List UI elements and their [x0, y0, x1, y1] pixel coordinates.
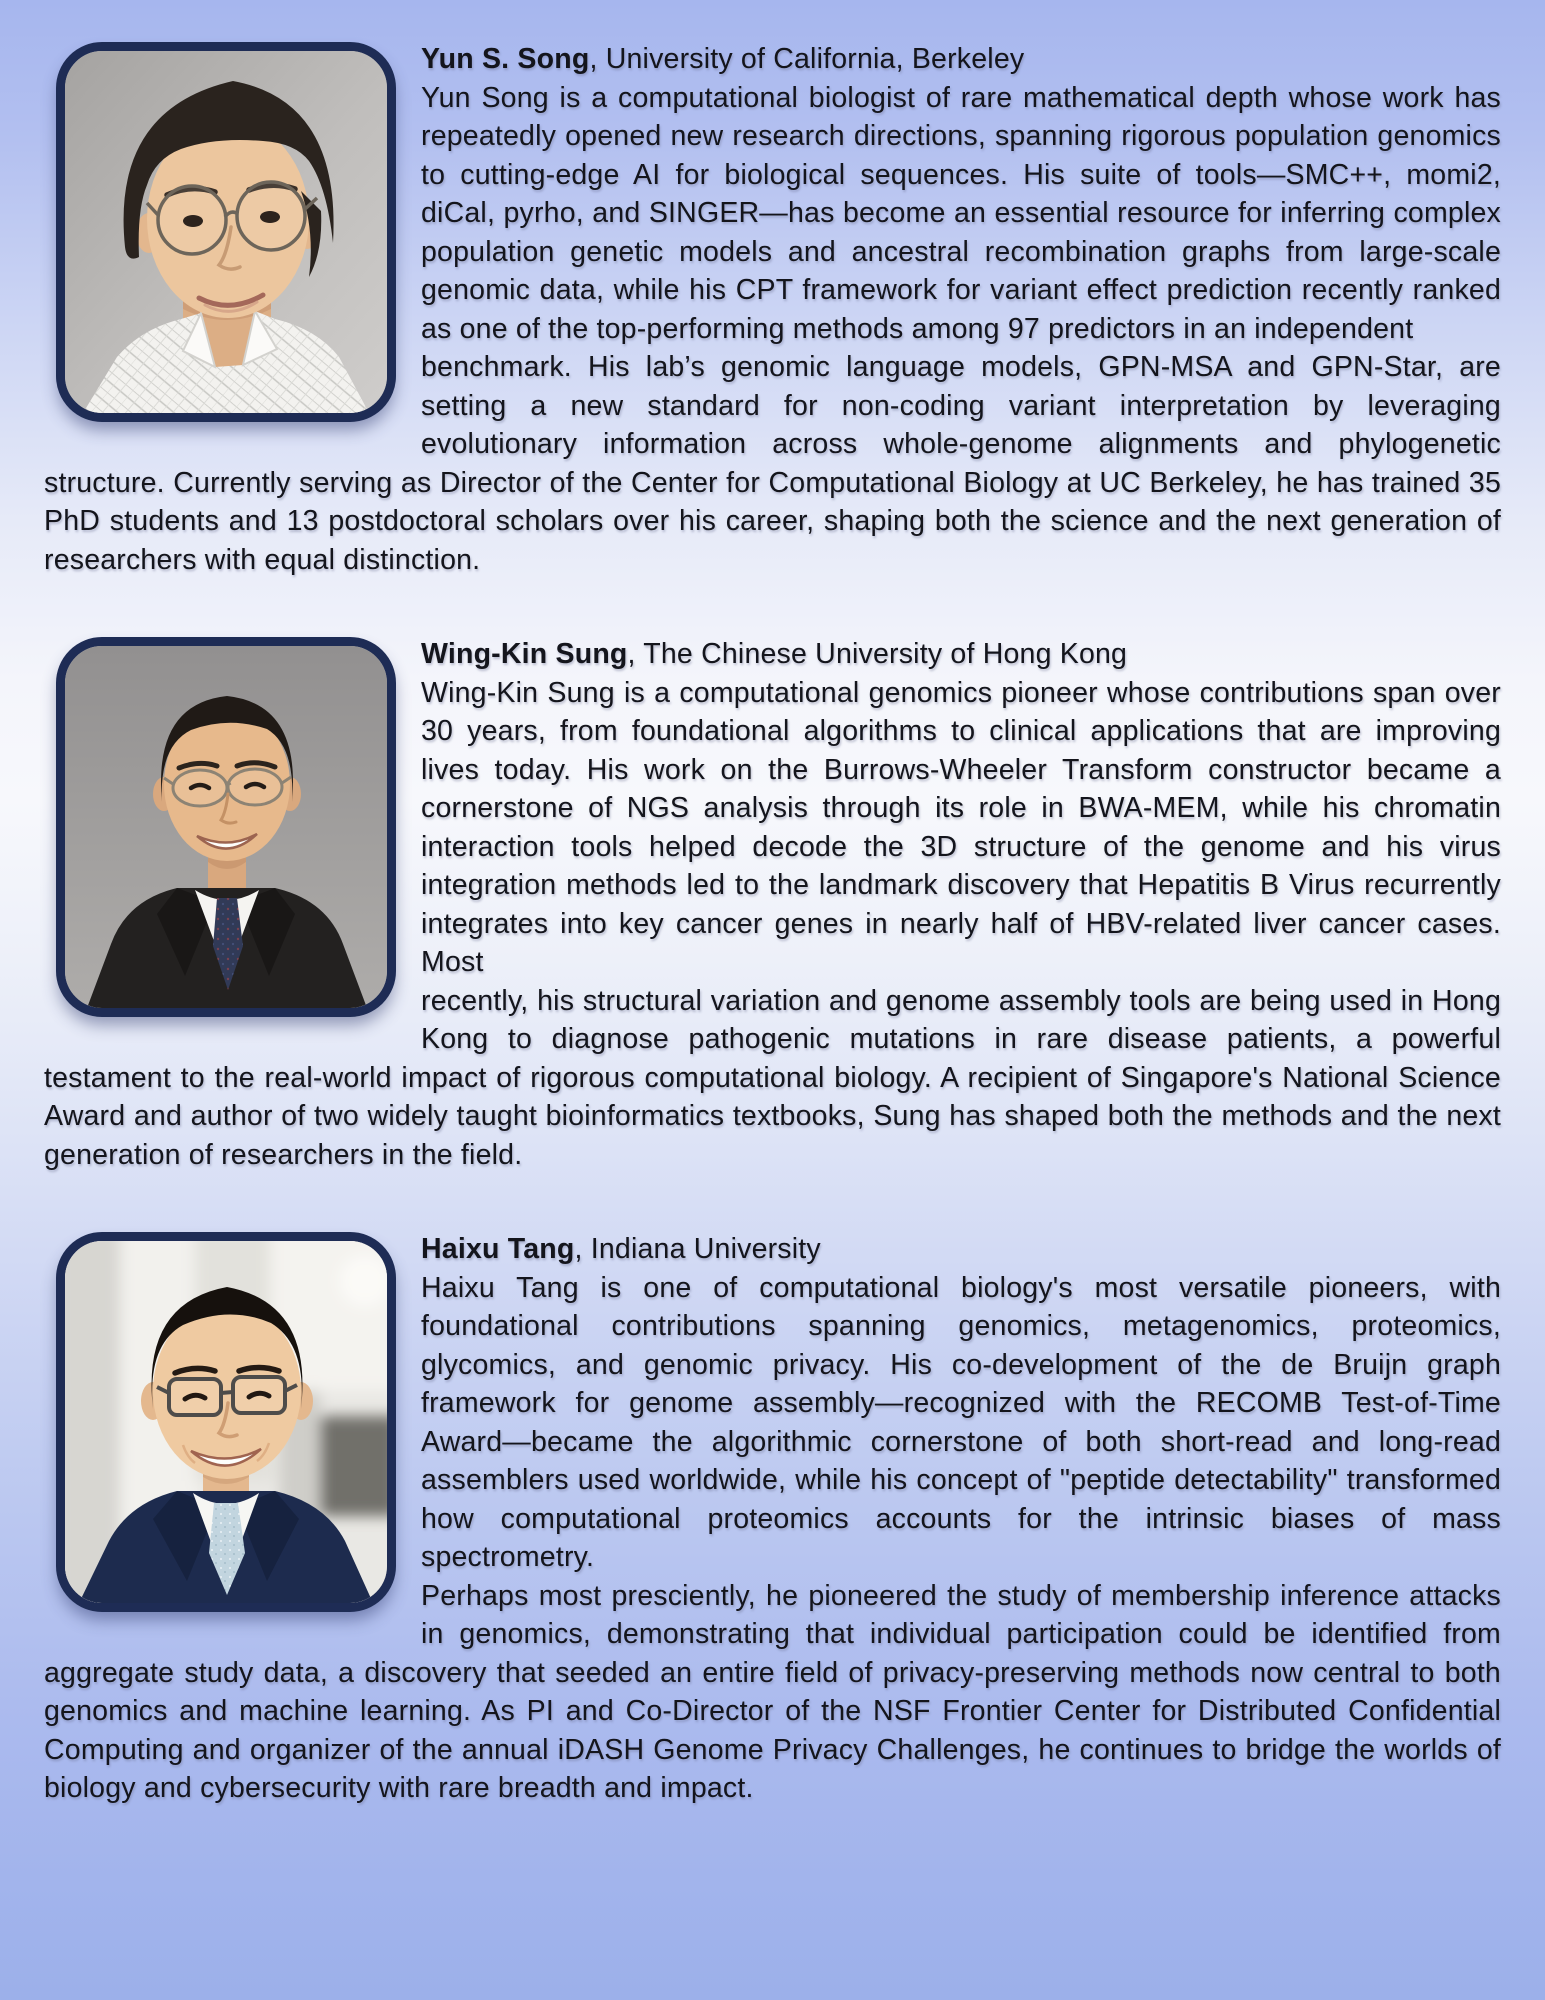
person-name: Yun S. Song: [421, 43, 590, 75]
wing-kin-sung-photo: [56, 637, 396, 1017]
bio-body-rest: Perhaps most presciently, he pioneered the study of membership inference attacks in genomics, demonstrating that individual participation could be identified from aggregate study data, a discovery that seeded an entire field of privacy-preserving methods now central to both genomics and machine learning. As PI and Co-Director of the NSF Frontier Center for Distributed Confidential Computing and organizer of the annual iDASH Genome Privacy Challenges, he continues to bridge the worlds of biology and cybersecurity with rare breadth and impact.: [44, 1579, 1501, 1804]
bio-body-rest: recently, his structural variation and genome assembly tools are being used in Hong Kong to diagnose pathogenic mutations in rare disease patients, a powerful testament to the real-world impact of rigorous computational biology. A recipient of Singapore's National Science Award and author of two widely taught bioinformatics textbooks, Sung has shaped both the methods and the next generation of researchers in the field.: [44, 984, 1501, 1171]
person-affiliation: , University of California, Berkeley: [589, 43, 1025, 75]
person-affiliation: , Indiana University: [574, 1233, 821, 1265]
haixu-tang-portrait-image: [65, 1241, 387, 1603]
bio-body-top: Yun Song is a computational biologist of rare mathematical depth whose work has repeatedly opened new research directions, spanning rigorous population genomics to cutting-edge AI for biological sequences. His suite of tools—SMC++, momi2, diCal, pyrho, and SINGER—has become an essential resource for inferring complex population genetic models and ancestral recombination graphs from large-scale genomic data, while his CPT framework for variant effect prediction recently ranked as one of the top-performing methods among 97 predictors in an independent: [421, 81, 1501, 345]
yun-s-song-portrait-image: [65, 51, 387, 413]
yun-s-song-photo: [56, 42, 396, 422]
bio-haixu-tang: [44, 1230, 1501, 1808]
person-name: Wing-Kin Sung: [421, 638, 628, 670]
wing-kin-sung-portrait-image: [65, 646, 387, 1008]
haixu-tang-photo: [56, 1232, 396, 1612]
person-affiliation: , The Chinese University of Hong Kong: [627, 638, 1128, 670]
bio-body-rest: benchmark. His lab’s genomic language models, GPN-MSA and GPN-Star, are setting a new standard for non-coding variant interpretation by leveraging evolutionary information across whole-genome alignments and phylogenetic structure. Currently serving as Director of the Center for Computational Biology at UC Berkeley, he has trained 35 PhD students and 13 postdoctoral scholars over his career, shaping both the science and the next generation of researchers with equal distinction.: [44, 351, 1501, 576]
bio-body-top: Haixu Tang is one of computational biology's most versatile pioneers, with foundational contributions spanning genomics, metagenomics, proteomics, glycomics, and genomic privacy. His co-development of the de Bruijn graph framework for genome assembly—recognized with the RECOMB Test-of-Time Award—became the algorithmic cornerstone of both short-read and long-read assemblers used worldwide, while his concept of "peptide detectability" transformed how computational proteomics accounts for the intrinsic biases of mass spectrometry.: [421, 1271, 1501, 1573]
bio-body-top: Wing-Kin Sung is a computational genomics pioneer whose contributions span over 30 years, from foundational algorithms to clinical applications that are improving lives today. His work on the Burrows-Wheeler Transform constructor became a cornerstone of NGS analysis through its role in BWA-MEM, while his chromatin interaction tools helped decode the 3D structure of the genome and his virus integration methods led to the landmark discovery that Hepatitis B Virus recurrently integrates into key cancer genes in nearly half of HBV-related liver cancer cases. Most: [421, 676, 1501, 978]
person-name: Haixu Tang: [421, 1233, 575, 1265]
bio-wing-kin-sung: [44, 635, 1501, 1174]
bio-yun-s-song: [44, 40, 1501, 579]
